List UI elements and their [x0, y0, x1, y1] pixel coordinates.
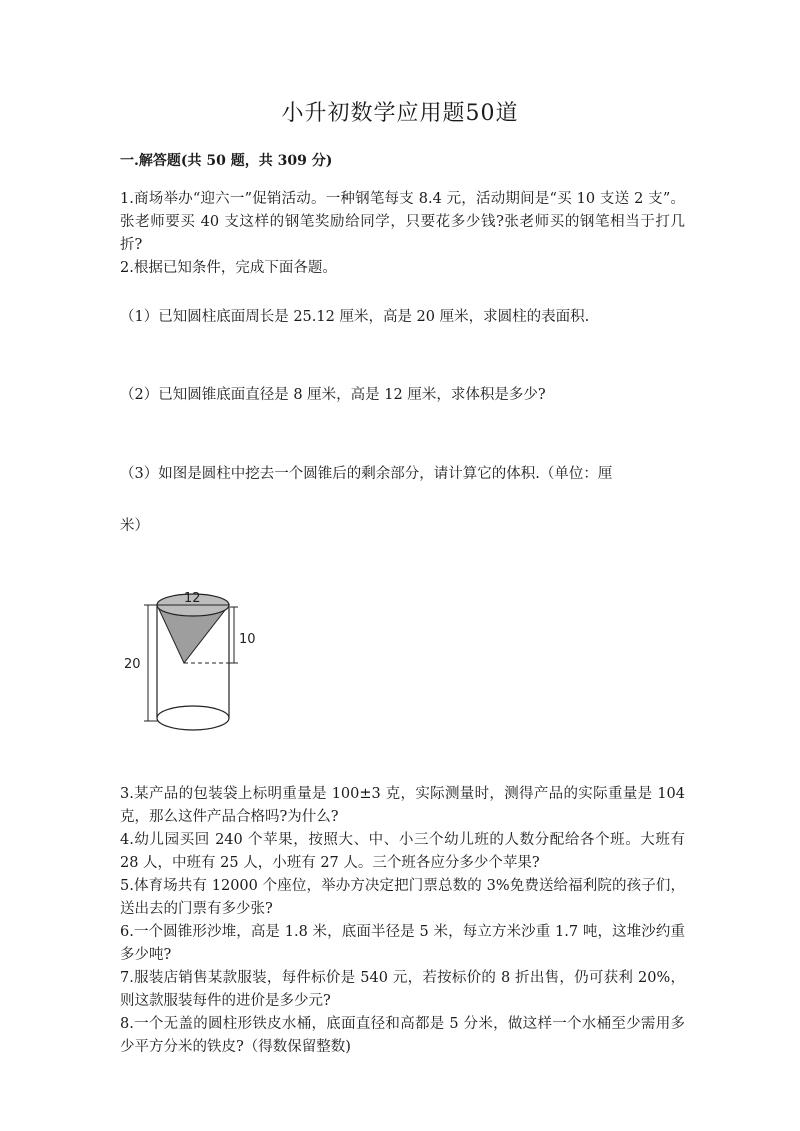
label-cone-height: 10 — [239, 632, 256, 647]
question-7-text: 7.服装店销售某款服装，每件标价是 540 元，若按标价的 8 折出售，仍可获利 20%，则这款服装每件的进价是多少元? — [120, 970, 685, 1009]
question-8-text: 8.一个无盖的圆柱形铁皮水桶，底面直径和高都是 5 分米，做这样一个水桶至少需用多少平方分米的铁皮?（得数保留整数) — [120, 1016, 685, 1055]
question-7 — [120, 967, 685, 1013]
question-4 — [120, 829, 685, 875]
page-title: 小升初数学应用题50道 — [281, 101, 519, 126]
question-2-part-1: （1）已知圆柱底面周长是 25.12 厘米，高是 20 厘米，求圆柱的表面积. — [120, 309, 590, 325]
cylinder-cone-figure — [120, 588, 270, 738]
question-1 — [120, 188, 685, 257]
question-1-text: 1.商场举办“迎六一”促销活动。一种钢笔每支 8.4 元，活动期间是“买 10 支送 2 支”。张老师要买 40 支这样的钢笔奖励给同学，只要花多少钱?张老师买的钢笔相当于打几折? — [120, 191, 685, 253]
question-5 — [120, 875, 685, 921]
question-5-text: 5.体育场共有 12000 个座位，举办方决定把门票总数的 3%免费送给福利院的孩子们，送出去的门票有多少张? — [120, 878, 685, 917]
question-8 — [120, 1013, 685, 1059]
question-6-text: 6.一个圆锥形沙堆，高是 1.8 米，底面半径是 5 米，每立方米沙重 1.7 吨，这堆沙约重多少吨? — [120, 924, 685, 963]
question-2-part-2: （2）已知圆锥底面直径是 8 厘米，高是 12 厘米，求体积是多少? — [120, 387, 546, 403]
question-6 — [120, 921, 685, 967]
question-2-part-3: （3）如图是圆柱中挖去一个圆锥后的剩余部分，请计算它的体积.（单位：厘 — [120, 466, 613, 482]
question-4-text: 4.幼儿园买回 240 个苹果，按照大、中、小三个幼儿班的人数分配给各个班。大班有 28 人，中班有 25 人，小班有 27 人。三个班各应分多少个苹果? — [120, 832, 685, 871]
question-2-intro: 2.根据已知条件，完成下面各题。 — [120, 260, 337, 276]
question-3-text: 3.某产品的包装袋上标明重量是 100±3 克，实际测量时，测得产品的实际重量是 104 克，那么这件产品合格吗?为什么? — [120, 786, 685, 825]
cylinder-cone-diagram — [120, 588, 270, 738]
label-diameter: 12 — [184, 591, 201, 606]
label-cylinder-height: 20 — [124, 657, 141, 672]
question-2-part-3-cont: 米） — [120, 518, 149, 534]
cylinder-bottom-ellipse — [157, 706, 229, 730]
question-3 — [120, 783, 685, 829]
section-heading: 一.解答题(共 50 题，共 309 分) — [120, 153, 333, 169]
